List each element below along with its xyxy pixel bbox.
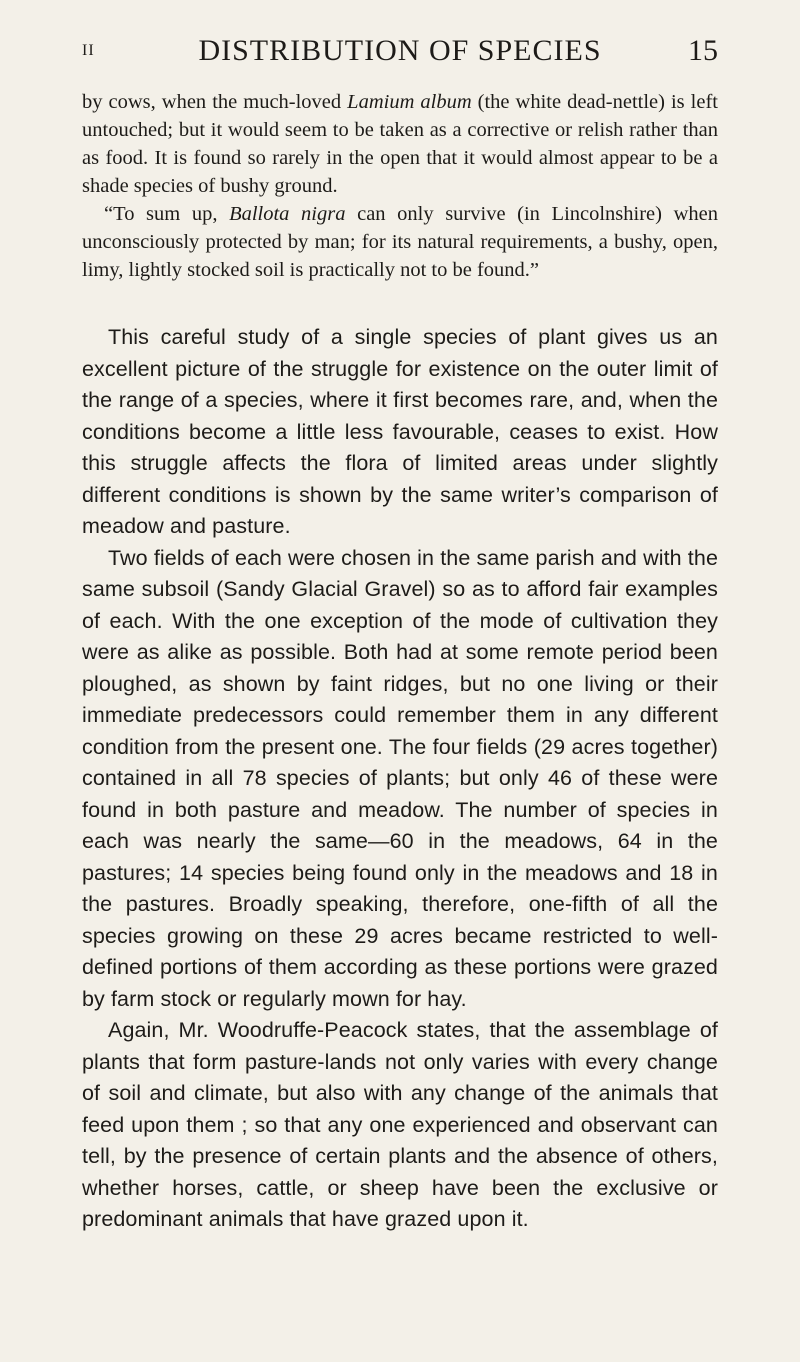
- quote-paragraph: [82, 200, 718, 284]
- quote-text: can only survive (in Lincolnshire) when unconsciously protected by man; for its natural requirements, a bushy, open, limy, lightly stocked soil is practically not to be found.”: [82, 203, 718, 281]
- running-header: [82, 34, 718, 74]
- species-name-lamium: Lamium album: [347, 91, 472, 113]
- body-paragraph: Again, Mr. Woodruffe-Peacock states, that the assemblage of plants that form pasture-lands not only varies with every change of soil and climate, but also with any change of the animals that feed upon them ; so that any one experienced and observant can tell, by the presence of certain plants and the absence of others, whether horses, cattle, or sheep have been the exclusive or predominant animals that have grazed upon it.: [82, 1018, 718, 1231]
- page-number: 15: [688, 34, 718, 67]
- body-text: [82, 322, 718, 1236]
- body-paragraph: Two fields of each were chosen in the same parish and with the same subsoil (Sandy Glacial Gravel) so as to afford fair examples of each. With the one exception of the mode of cultivation they were as alike as possible. Both had at some remote period been ploughed, as shown by faint ridges, but no one living or their immediate predecessors could remember them in any different condition from the present one. The four fields (29 acres together) contained in all 78 species of plants; but only 46 of these were found in both pasture and meadow. The number of species in each was nearly the same—60 in the meadows, 64 in the pastures; 14 species being found only in the meadows and 18 in the pastures. Broadly speaking, therefore, one-fifth of all the species growing on these 29 acres became restricted to well-defined portions of them according as these portions were grazed by farm stock or regularly mown for hay.: [82, 545, 718, 1011]
- species-name-ballota: Ballota nigra: [229, 203, 346, 225]
- chapter-number: II: [82, 42, 95, 59]
- running-title: DISTRIBUTION OF SPECIES: [198, 34, 602, 67]
- quote-text: “To sum up,: [104, 203, 230, 225]
- quote-paragraph: [82, 88, 718, 200]
- quote-text: by cows, when the much-loved: [82, 91, 348, 113]
- body-paragraph: This careful study of a single species of plant gives us an excellent picture of the struggle for existence on the outer limit of the range of a species, where it first becomes rare, and, when the conditions become a little less favourable, ceases to exist. How this struggle affects the flora of limited areas under slightly different conditions is shown by the same writer’s comparison of meadow and pasture.: [82, 325, 718, 538]
- quote-text: (the white dead-nettle) is left untouched; but it would seem to be taken as a corrective or relish rather than as food. It is found so rarely in the open that it would almost appear to be a shade species of bushy ground.: [82, 91, 718, 197]
- quoted-passage: [82, 88, 718, 284]
